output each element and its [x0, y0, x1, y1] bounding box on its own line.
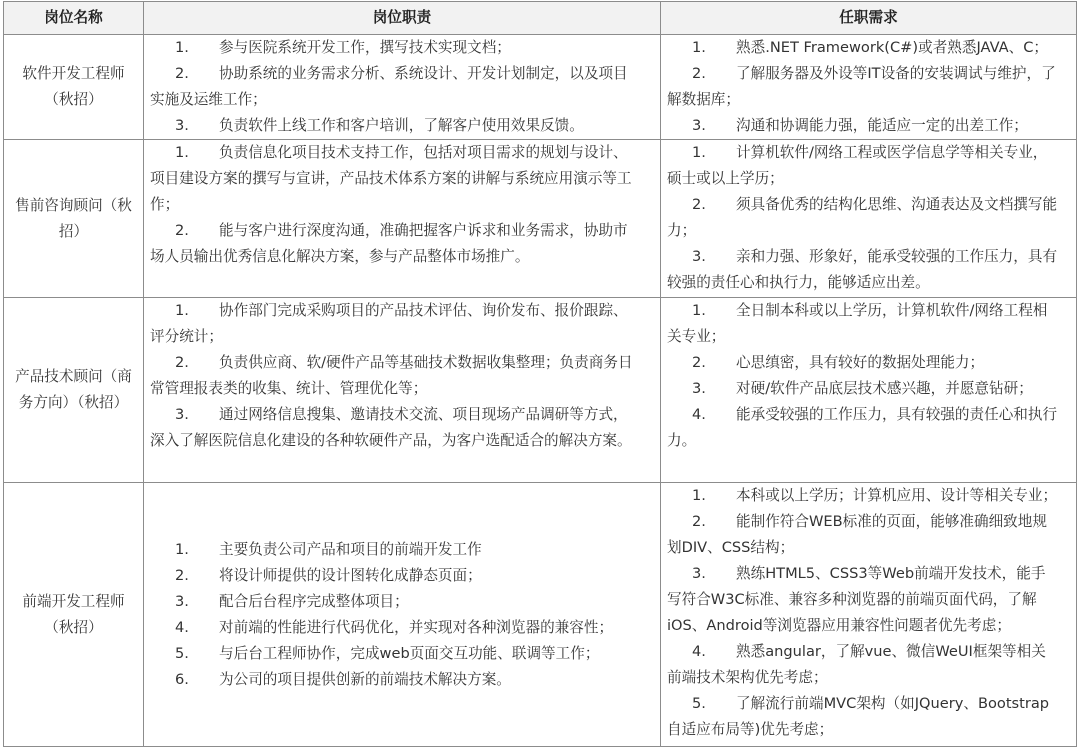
item-number: 3. — [175, 117, 189, 134]
item-text: 了解流行前端MVC架构（如JQuery、Bootstrap自适应布局等)优先考虑； — [667, 695, 1050, 738]
item-text: 负责软件上线工作和客户培训，了解客户使用效果反馈。 — [219, 117, 584, 134]
item-text: 主要负责公司产品和项目的前端开发工作 — [219, 540, 482, 558]
item-number: 5. — [175, 644, 189, 662]
list-item — [150, 667, 642, 693]
item-text: 为公司的项目提供创新的前端技术解决方案。 — [219, 670, 511, 688]
item-number: 4. — [692, 406, 706, 423]
item-text: 对硬/软件产品底层技术感兴趣，并愿意钻研； — [736, 380, 1033, 397]
item-number: 5. — [692, 695, 706, 712]
position-name: 软件开发工程师（秋招） — [4, 35, 144, 140]
item-text: 对前端的性能进行代码优化，并实现对各种浏览器的兼容性； — [219, 618, 614, 636]
item-number: 2. — [175, 65, 189, 82]
item-text: 协作部门完成采购项目的产品技术评估、询价发布、报价跟踪、评分统计； — [150, 302, 628, 345]
item-text: 参与医院系统开发工作，撰写技术实现文档； — [219, 39, 511, 56]
item-number: 2. — [692, 513, 706, 530]
item-text: 须具备优秀的结构化思维、沟通表达及文档撰写能力； — [667, 196, 1058, 239]
item-text: 负责供应商、软/硬件产品等基础技术数据收集整理；负责商务日常管理报表类的收集、统计、管理优化等； — [150, 354, 633, 397]
list-item — [667, 298, 1058, 350]
list-item — [150, 35, 642, 61]
item-text: 心思缜密，具有较好的数据处理能力； — [736, 354, 985, 371]
list-item — [667, 509, 1058, 561]
header-requirements: 任职需求 — [661, 2, 1077, 35]
item-text: 将设计师提供的设计图转化成静态页面； — [219, 566, 482, 584]
item-text: 熟练HTML5、CSS3等Web前端开发技术，能手写符合W3C标准、兼容多种浏览器的前端页面代码，了解iOS、Android等浏览器应用兼容性问题者优先考虑； — [667, 565, 1046, 634]
item-number: 1. — [692, 39, 706, 56]
item-text: 熟悉angular，了解vue、微信WeUI框架等相关前端技术架构优先考虑； — [667, 643, 1046, 686]
duties-cell — [144, 140, 661, 298]
item-number: 2. — [175, 566, 189, 584]
list-item — [667, 35, 1058, 61]
table-row — [4, 140, 1077, 298]
requirements-cell — [661, 298, 1077, 483]
list-item — [667, 113, 1058, 139]
list-item — [150, 563, 642, 589]
list-item — [667, 350, 1058, 376]
duties-cell — [144, 35, 661, 140]
list-item — [667, 244, 1058, 296]
item-text: 能与客户进行深度沟通，准确把握客户诉求和业务需求，协助市场人员输出优秀信息化解决方案，参与产品整体市场推广。 — [150, 222, 628, 265]
duties-cell — [144, 483, 661, 747]
item-number: 1. — [692, 144, 706, 161]
item-number: 3. — [175, 592, 189, 610]
position-name: 售前咨询顾问（秋招） — [4, 140, 144, 298]
item-number: 2. — [692, 354, 706, 371]
requirements-cell — [661, 140, 1077, 298]
item-number: 3. — [692, 248, 706, 265]
list-item — [667, 61, 1058, 113]
list-item — [150, 140, 642, 218]
item-number: 1. — [175, 39, 189, 56]
list-item — [150, 298, 642, 350]
list-item — [667, 140, 1058, 192]
item-number: 2. — [175, 354, 189, 371]
list-item — [667, 376, 1058, 402]
item-number: 2. — [175, 222, 189, 239]
list-item — [150, 61, 642, 113]
list-item — [667, 639, 1058, 691]
list-item — [150, 402, 642, 454]
item-number: 4. — [175, 618, 189, 636]
item-number: 1. — [175, 302, 189, 319]
job-table — [3, 1, 1077, 747]
list-item — [150, 641, 642, 667]
list-item — [667, 402, 1058, 454]
table-row — [4, 35, 1077, 140]
item-number: 1. — [175, 540, 189, 558]
item-text: 与后台工程师协作，完成web页面交互功能、联调等工作； — [219, 644, 600, 662]
item-text: 本科或以上学历；计算机应用、设计等相关专业； — [736, 487, 1058, 504]
item-number: 3. — [175, 406, 189, 423]
list-item — [667, 483, 1058, 509]
position-name: 产品技术顾问（商务方向）（秋招） — [4, 298, 144, 483]
item-text: 了解服务器及外设等IT设备的安装调试与维护，了解数据库； — [667, 65, 1056, 108]
item-text: 配合后台程序完成整体项目； — [219, 592, 409, 610]
item-number: 3. — [692, 380, 706, 397]
list-item — [150, 537, 642, 563]
position-name: 前端开发工程师（秋招） — [4, 483, 144, 747]
table-row — [4, 298, 1077, 483]
item-text: 全日制本科或以上学历，计算机软件/网络工程相关专业； — [667, 302, 1048, 345]
item-number: 2. — [692, 196, 706, 213]
item-text: 熟悉.NET Framework(C#)或者熟悉JAVA、C； — [736, 39, 1048, 56]
item-text: 能承受较强的工作压力，具有较强的责任心和执行力。 — [667, 406, 1058, 449]
requirements-cell — [661, 483, 1077, 747]
header-position: 岗位名称 — [4, 2, 144, 35]
duties-cell — [144, 298, 661, 483]
item-text: 协助系统的业务需求分析、系统设计、开发计划制定，以及项目实施及运维工作； — [150, 65, 628, 108]
item-text: 亲和力强、形象好，能承受较强的工作压力，具有较强的责任心和执行力，能够适应出差。 — [667, 248, 1058, 291]
item-number: 6. — [175, 670, 189, 688]
header-duties: 岗位职责 — [144, 2, 661, 35]
item-text: 负责信息化项目技术支持工作，包括对项目需求的规划与设计、项目建设方案的撰写与宣讲，产品技术体系方案的讲解与系统应用演示等工作； — [150, 144, 632, 213]
item-number: 1. — [692, 302, 706, 319]
table-row — [4, 483, 1077, 747]
list-item — [667, 561, 1058, 639]
item-number: 2. — [692, 65, 706, 82]
item-number: 3. — [692, 565, 706, 582]
item-number: 1. — [692, 487, 706, 504]
list-item — [150, 113, 642, 139]
list-item — [150, 218, 642, 270]
item-number: 3. — [692, 117, 706, 134]
table-header-row — [4, 2, 1077, 35]
list-item — [150, 589, 642, 615]
list-item — [667, 691, 1058, 743]
list-item — [150, 615, 642, 641]
list-item — [150, 350, 642, 402]
requirements-cell — [661, 35, 1077, 140]
item-text: 能制作符合WEB标准的页面，能够准确细致地规划DIV、CSS结构； — [667, 513, 1047, 556]
item-number: 1. — [175, 144, 189, 161]
item-text: 通过网络信息搜集、邀请技术交流、项目现场产品调研等方式，深入了解医院信息化建设的各种软硬件产品，为客户选配适合的解决方案。 — [150, 406, 632, 449]
list-item — [667, 192, 1058, 244]
item-text: 沟通和协调能力强，能适应一定的出差工作； — [736, 117, 1028, 134]
item-number: 4. — [692, 643, 706, 660]
item-text: 计算机软件/网络工程或医学信息学等相关专业，硕士或以上学历； — [667, 144, 1048, 187]
